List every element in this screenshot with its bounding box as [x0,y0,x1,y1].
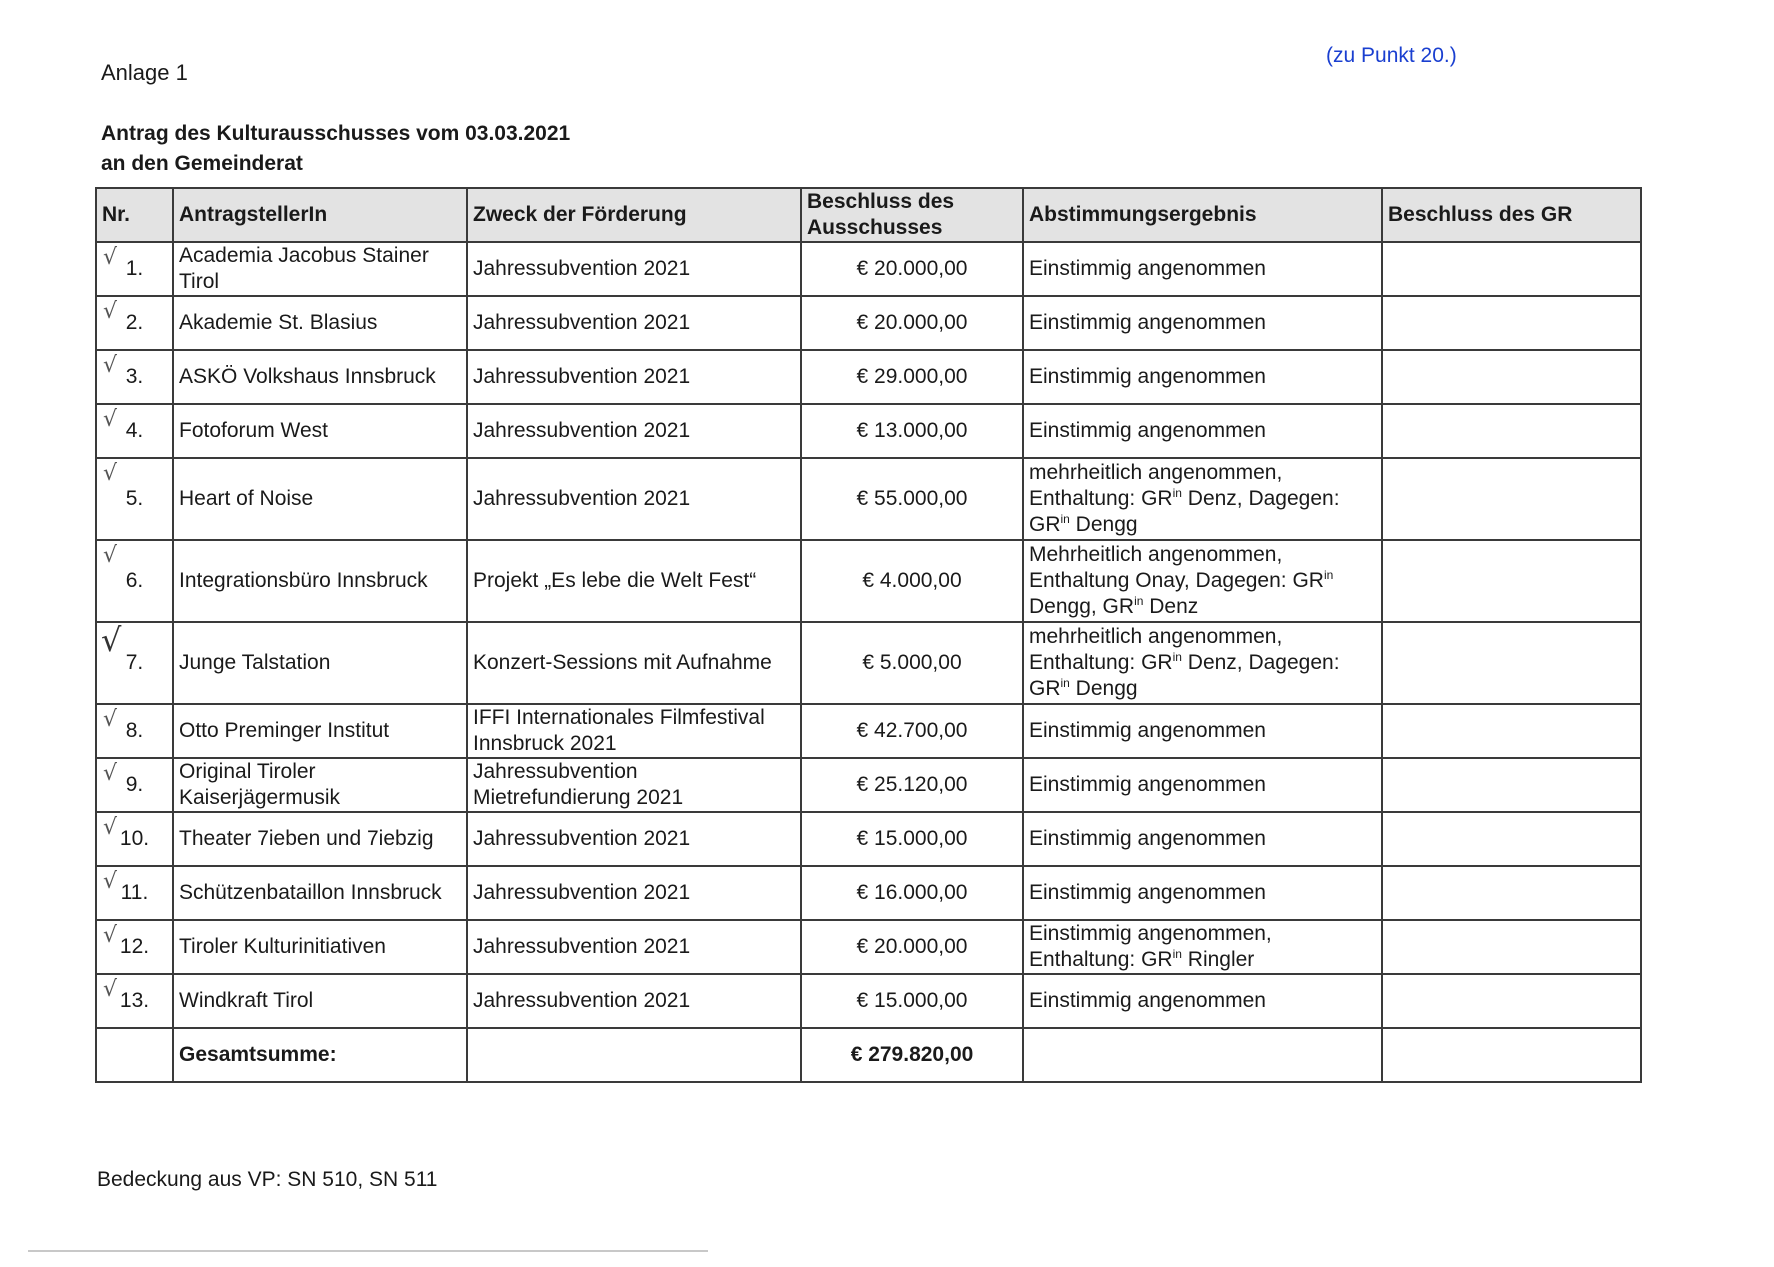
total-zweck-cell [467,1028,801,1082]
table-row [96,812,1641,866]
row-nr [96,296,173,350]
total-nr-cell [96,1028,173,1082]
row-nr [96,974,173,1028]
ergebnis-text: Einstimmig angenommen, Enthaltung: GR [1029,922,1272,971]
row-nr [96,812,173,866]
handwritten-check-icon: √ [103,923,118,948]
row-beschluss-gr [1382,920,1641,974]
row-ergebnis: Einstimmig angenommen [1023,866,1382,920]
row-nr [96,242,173,296]
agenda-reference: (zu Punkt 20.) [1326,44,1457,67]
row-number: 6. [125,569,144,592]
row-ergebnis: Einstimmig angenommen [1023,704,1382,758]
row-zweck: Jahressubvention 2021 [467,296,801,350]
col-header-beschluss-ausschuss: Beschluss des Ausschusses [801,188,1023,242]
row-beschluss-gr [1382,974,1641,1028]
row-betrag: € 16.000,00 [801,866,1023,920]
ergebnis-text: Dengg [1069,513,1138,536]
row-beschluss-gr [1382,458,1641,540]
row-betrag: € 20.000,00 [801,242,1023,296]
ergebnis-text: Denz [1143,595,1199,618]
table-row [96,974,1641,1028]
ergebnis-text: Dengg [1069,677,1138,700]
row-zweck: Konzert-Sessions mit Aufnahme [467,622,801,704]
ergebnis-text: Mehrheitlich angenommen, Enthaltung Onay, Dagegen: GR [1029,543,1324,592]
row-betrag: € 29.000,00 [801,350,1023,404]
table-row [96,404,1641,458]
total-value: € 279.820,00 [801,1028,1023,1082]
footer-divider [28,1250,708,1252]
row-antragsteller: Windkraft Tirol [173,974,467,1028]
row-antragsteller: ASKÖ Volkshaus Innsbruck [173,350,467,404]
total-gr-cell [1382,1028,1641,1082]
table-row [96,920,1641,974]
row-antragsteller: Schützenbataillon Innsbruck [173,866,467,920]
gender-superscript: in [1060,512,1070,526]
row-number: 13. [119,989,150,1012]
row-beschluss-gr [1382,242,1641,296]
gender-superscript: in [1172,947,1182,961]
row-ergebnis [1023,540,1382,622]
row-number: 9. [125,773,144,796]
handwritten-check-icon: √ [103,461,118,486]
handwritten-check-icon: √ [101,622,122,659]
row-antragsteller: Integrationsbüro Innsbruck [173,540,467,622]
row-ergebnis [1023,458,1382,540]
row-antragsteller: Theater 7ieben und 7iebzig [173,812,467,866]
row-betrag: € 4.000,00 [801,540,1023,622]
table-row [96,866,1641,920]
row-number: 3. [125,365,144,388]
row-number: 5. [125,487,144,510]
row-betrag: € 13.000,00 [801,404,1023,458]
row-zweck: Jahressubvention 2021 [467,458,801,540]
title-line-1: Antrag des Kulturausschusses vom 03.03.2021 [101,122,571,145]
ergebnis-text: Ringler [1181,948,1255,971]
table-row [96,622,1641,704]
gender-superscript: in [1172,486,1182,500]
row-nr [96,920,173,974]
handwritten-check-icon: √ [103,245,118,270]
row-zweck: Projekt „Es lebe die Welt Fest“ [467,540,801,622]
row-zweck: Jahressubvention 2021 [467,866,801,920]
row-ergebnis: Einstimmig angenommen [1023,404,1382,458]
row-nr [96,758,173,812]
row-number: 12. [119,935,150,958]
table-row [96,540,1641,622]
row-betrag: € 15.000,00 [801,974,1023,1028]
table-row [96,758,1641,812]
row-beschluss-gr [1382,404,1641,458]
row-number: 8. [125,719,144,742]
row-nr [96,704,173,758]
row-zweck: Jahressubvention 2021 [467,974,801,1028]
row-ergebnis: Einstimmig angenommen [1023,350,1382,404]
row-nr [96,458,173,540]
row-nr [96,540,173,622]
row-antragsteller: Junge Talstation [173,622,467,704]
handwritten-check-icon: √ [103,707,118,732]
row-ergebnis: Einstimmig angenommen [1023,974,1382,1028]
col-header-abstimmungsergebnis: Abstimmungsergebnis [1023,188,1382,242]
total-label: Gesamtsumme: [173,1028,467,1082]
gender-superscript: in [1134,594,1144,608]
document-title [101,119,570,179]
row-zweck: Jahressubvention 2021 [467,920,801,974]
row-ergebnis: Einstimmig angenommen [1023,812,1382,866]
row-ergebnis: Einstimmig angenommen [1023,296,1382,350]
handwritten-check-icon: √ [103,977,118,1002]
handwritten-check-icon: √ [103,299,118,324]
row-zweck: Jahressubvention Mietrefundierung 2021 [467,758,801,812]
row-zweck: IFFI Internationales Filmfestival Innsbruck 2021 [467,704,801,758]
row-betrag: € 5.000,00 [801,622,1023,704]
ergebnis-text: mehrheitlich angenommen, Enthaltung: GR [1029,625,1283,674]
funding-table [95,187,1642,1083]
handwritten-check-icon: √ [103,761,118,786]
row-ergebnis [1023,920,1382,974]
funding-coverage-note: Bedeckung aus VP: SN 510, SN 511 [97,1168,438,1191]
gender-superscript: in [1060,676,1070,690]
row-nr [96,404,173,458]
row-beschluss-gr [1382,540,1641,622]
row-nr [96,866,173,920]
row-beschluss-gr [1382,350,1641,404]
row-betrag: € 55.000,00 [801,458,1023,540]
row-beschluss-gr [1382,704,1641,758]
ergebnis-text: Denz, Dagegen: GR [1029,651,1340,700]
row-number: 10. [119,827,150,850]
row-betrag: € 42.700,00 [801,704,1023,758]
table-header-row [96,188,1641,242]
row-betrag: € 20.000,00 [801,296,1023,350]
table-row [96,458,1641,540]
ergebnis-text: mehrheitlich angenommen, Enthaltung: GR [1029,461,1283,510]
total-row [96,1028,1641,1082]
ergebnis-text: Dengg, GR [1029,595,1135,618]
row-antragsteller: Tiroler Kulturinitiativen [173,920,467,974]
row-number: 4. [125,419,144,442]
table-row [96,704,1641,758]
row-antragsteller: Akademie St. Blasius [173,296,467,350]
col-header-beschluss-gr: Beschluss des GR [1382,188,1641,242]
table-row [96,242,1641,296]
row-beschluss-gr [1382,812,1641,866]
row-ergebnis: Einstimmig angenommen [1023,242,1382,296]
handwritten-check-icon: √ [103,815,118,840]
row-nr [96,350,173,404]
row-betrag: € 25.120,00 [801,758,1023,812]
table-row [96,296,1641,350]
col-header-nr: Nr. [96,188,173,242]
row-zweck: Jahressubvention 2021 [467,242,801,296]
row-antragsteller: Heart of Noise [173,458,467,540]
total-ergebnis-cell [1023,1028,1382,1082]
row-number: 11. [120,881,149,904]
row-beschluss-gr [1382,622,1641,704]
row-number: 1. [125,257,144,280]
row-nr [96,622,173,704]
row-zweck: Jahressubvention 2021 [467,812,801,866]
handwritten-check-icon: √ [103,869,118,894]
ergebnis-text: Denz, Dagegen: GR [1029,487,1340,536]
col-header-zweck: Zweck der Förderung [467,188,801,242]
row-betrag: € 15.000,00 [801,812,1023,866]
row-ergebnis [1023,622,1382,704]
row-antragsteller: Original Tiroler Kaiserjägermusik [173,758,467,812]
row-number: 2. [125,311,144,334]
col-header-antragsteller: AntragstellerIn [173,188,467,242]
handwritten-check-icon: √ [103,543,118,568]
row-antragsteller: Fotoforum West [173,404,467,458]
handwritten-check-icon: √ [103,353,118,378]
table-row [96,350,1641,404]
row-beschluss-gr [1382,296,1641,350]
gender-superscript: in [1172,650,1182,664]
gender-superscript: in [1323,568,1334,582]
row-antragsteller: Academia Jacobus Stainer Tirol [173,242,467,296]
row-zweck: Jahressubvention 2021 [467,350,801,404]
row-betrag: € 20.000,00 [801,920,1023,974]
row-beschluss-gr [1382,758,1641,812]
title-line-2: an den Gemeinderat [101,152,303,175]
row-ergebnis: Einstimmig angenommen [1023,758,1382,812]
row-zweck: Jahressubvention 2021 [467,404,801,458]
row-number: 7. [125,651,144,674]
row-beschluss-gr [1382,866,1641,920]
row-antragsteller: Otto Preminger Institut [173,704,467,758]
handwritten-check-icon: √ [103,407,118,432]
annex-label: Anlage 1 [101,60,188,85]
